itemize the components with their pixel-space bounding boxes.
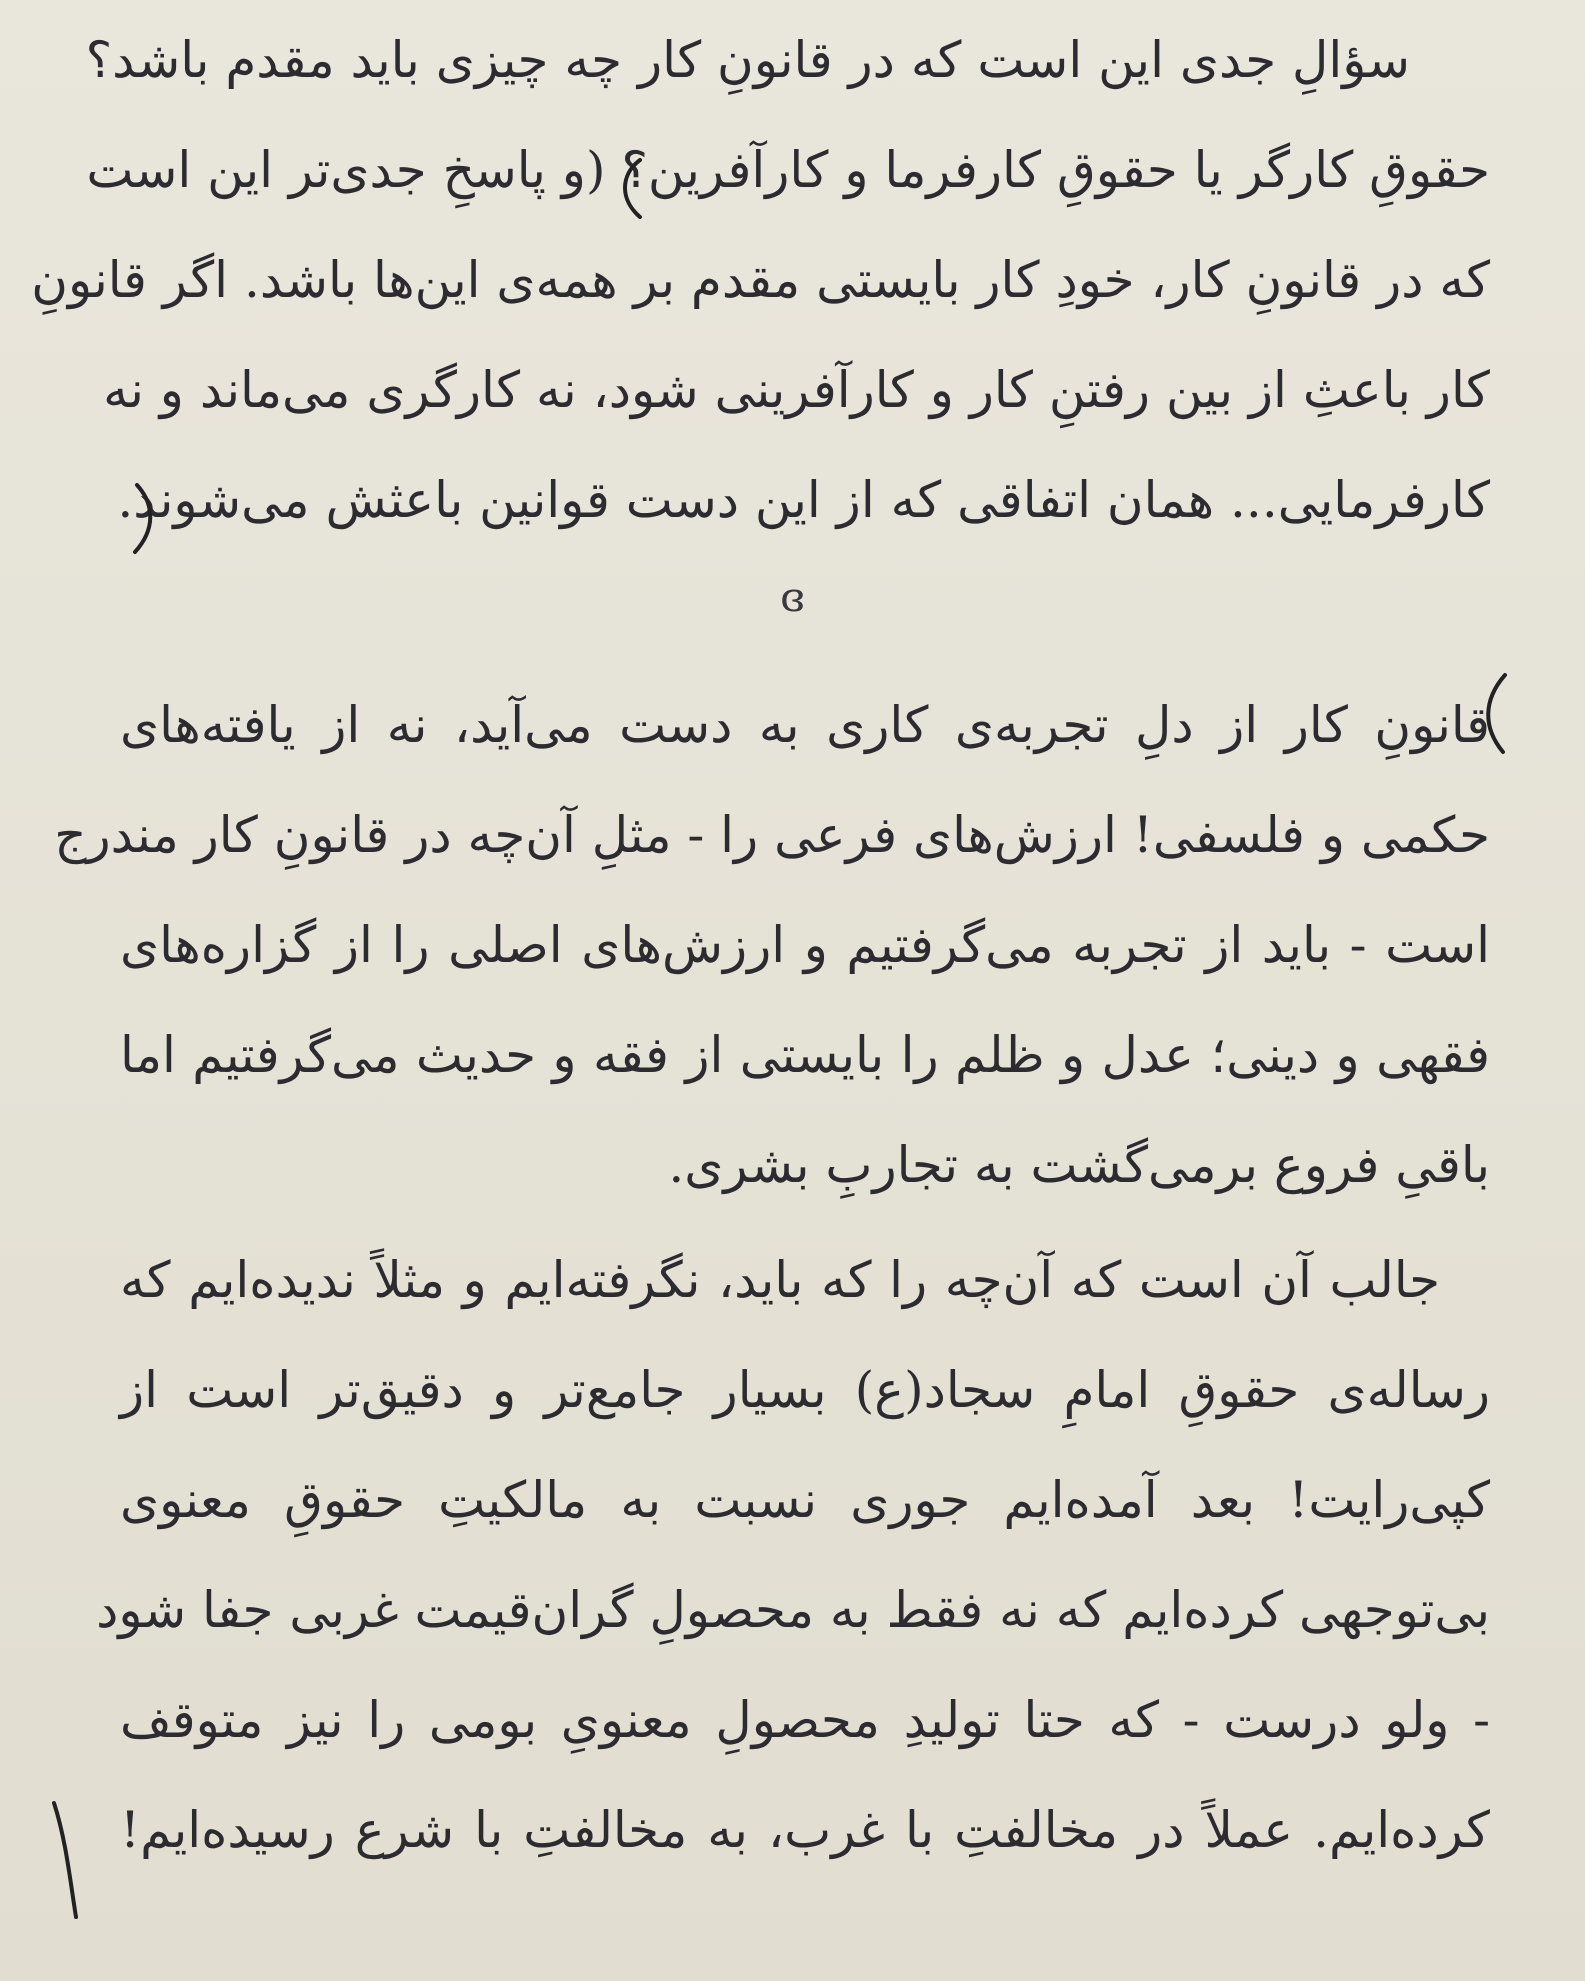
paragraph-2 bbox=[54, 670, 1490, 1220]
pen-bracket-mark-1 bbox=[610, 155, 650, 225]
paragraph-2-line-1: قانونِ کار از دلِ تجربه‌ی کاری به دست می‌آید، نه از یافته‌های bbox=[120, 696, 1490, 754]
paragraph-3 bbox=[96, 1225, 1490, 1885]
paragraph-3-line-4: بی‌توجهی کرده‌ایم که نه فقط به محصولِ گران‌قیمت غربی جفا شود bbox=[96, 1581, 1490, 1639]
paragraph-3-line-6: کرده‌ایم. عملاً در مخالفتِ با غرب، به مخالفتِ با شرع رسیده‌ایم! bbox=[120, 1801, 1490, 1859]
paragraph-2-line-4: فقهی و دینی؛ عدل و ظلم را بایستی از فقه و حدیث می‌گرفتیم اما bbox=[120, 1026, 1490, 1084]
paragraph-2-line-3: است - باید از تجربه می‌گرفتیم و ارزش‌های اصلی را از گزاره‌های bbox=[120, 916, 1490, 974]
paragraph-2-line-2: حکمی و فلسفی! ارزش‌های فرعی را - مثلِ آن‌چه در قانونِ کار مندرج bbox=[54, 806, 1490, 864]
paragraph-3-line-1: جالب آن است که آن‌چه را که باید، نگرفته‌ایم و مثلاً ندیده‌ایم که bbox=[120, 1251, 1440, 1309]
paragraph-1-line-5: کارفرمایی... همان اتفاقی که از این دست قوانین باعثش می‌شوند. bbox=[117, 471, 1490, 529]
paragraph-3-line-2: رساله‌ی حقوقِ امامِ سجاد(ع) بسیار جامع‌تر و دقیق‌تر است از bbox=[120, 1361, 1490, 1419]
paragraph-1 bbox=[31, 5, 1490, 555]
paragraph-3-line-3: کپی‌رایت! بعد آمده‌ایم جوری نسبت به مالکیتِ حقوقِ معنوی bbox=[120, 1471, 1490, 1529]
paragraph-1-line-3: که در قانونِ کار، خودِ کار بایستی مقدم بر همه‌ی این‌ها باشد. اگر قانونِ bbox=[31, 251, 1490, 309]
paragraph-2-line-5: باقیِ فروع برمی‌گشت به تجاربِ بشری. bbox=[668, 1136, 1490, 1194]
paragraph-1-line-4: کار باعثِ از بین رفتنِ کار و کارآفرینی شود، نه کارگری می‌ماند و نه bbox=[103, 361, 1490, 419]
pen-bracket-mark-3 bbox=[1475, 670, 1515, 760]
section-ornament: ɞ bbox=[780, 575, 805, 621]
paragraph-1-line-2: حقوقِ کارگر یا حقوقِ کارفرما و کارآفرین؟ (و پاسخِ جدی‌تر این است bbox=[86, 141, 1490, 199]
paragraph-3-line-5: - ولو درست - که حتا تولیدِ محصولِ معنویِ بومی را نیز متوقف bbox=[120, 1691, 1490, 1749]
paragraph-1-line-1: سؤالِ جدی این است که در قانونِ کار چه چیزی باید مقدم باشد؟ bbox=[85, 31, 1410, 89]
pen-bracket-mark-2 bbox=[125, 480, 165, 560]
pen-bracket-mark-4 bbox=[40, 1795, 90, 1925]
